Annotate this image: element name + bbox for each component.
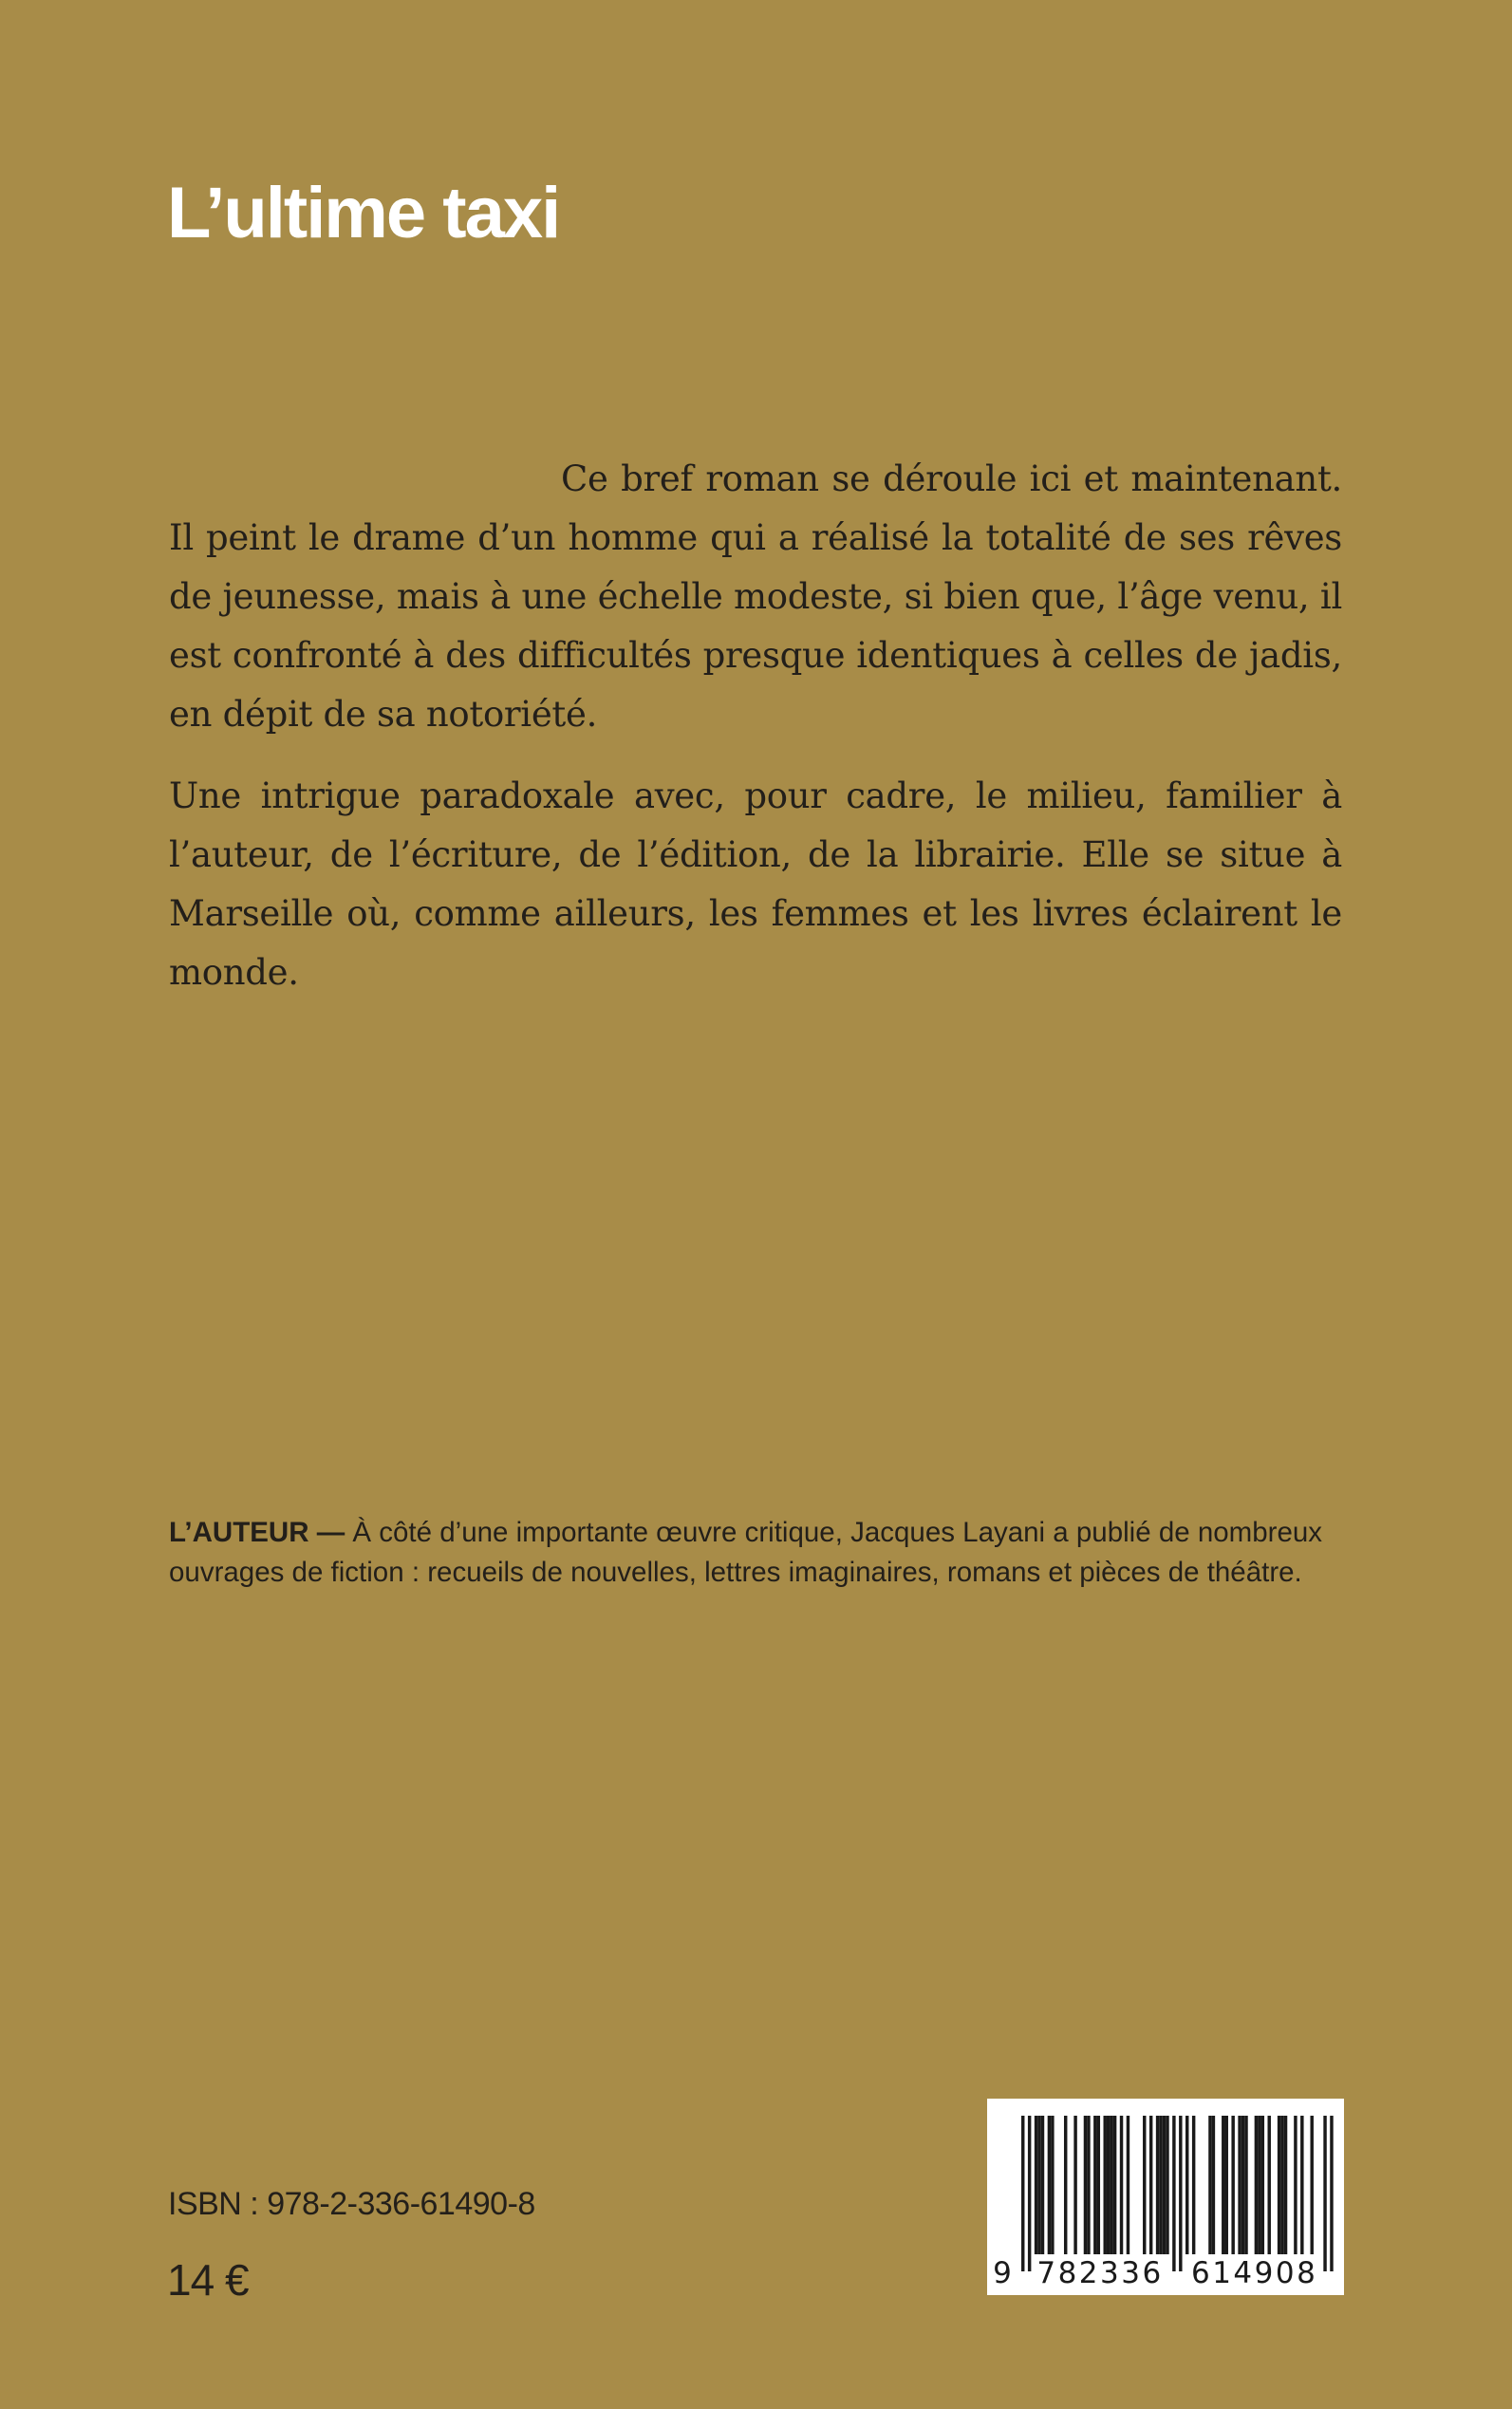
svg-text:9: 9 xyxy=(993,2256,1012,2290)
isbn: ISBN : 978-2-336-61490-8 xyxy=(168,2186,535,2222)
author-bio xyxy=(169,1513,1342,1593)
author-bio-text: À côté d’une importante œuvre critique, Jacques Layani a publié de nombreux ouvrages de fiction : recueils de nouvelles, lettres imaginaires, romans et pièces de théâtre. xyxy=(169,1517,1323,1588)
svg-text:782336: 782336 xyxy=(1036,2256,1164,2290)
barcode-icon xyxy=(987,2099,1344,2295)
book-title: L’ultime taxi xyxy=(167,173,560,253)
blurb xyxy=(169,450,1342,1025)
author-label: L’AUTEUR — xyxy=(169,1517,345,1548)
blurb-paragraph-2: Une intrigue paradoxale avec, pour cadre, le milieu, familier à l’auteur, de l’écriture, de l’édition, de la librairie. Elle se situe à Marseille où, comme ailleurs, les femmes et les livres éclairent le monde. xyxy=(169,775,1342,993)
barcode xyxy=(987,2099,1344,2295)
blurb-paragraph-1: Ce bref roman se déroule ici et maintenant. Il peint le drame d’un homme qui a réalisé la totalité de ses rêves de jeunesse, mais à une échelle modeste, si bien que, l’âge venu, il est confronté à des difficultés presque identiques à celles de jadis, en dépit de sa notoriété. xyxy=(169,458,1342,735)
svg-text:614908: 614908 xyxy=(1190,2256,1318,2290)
price: 14 € xyxy=(167,2255,249,2305)
